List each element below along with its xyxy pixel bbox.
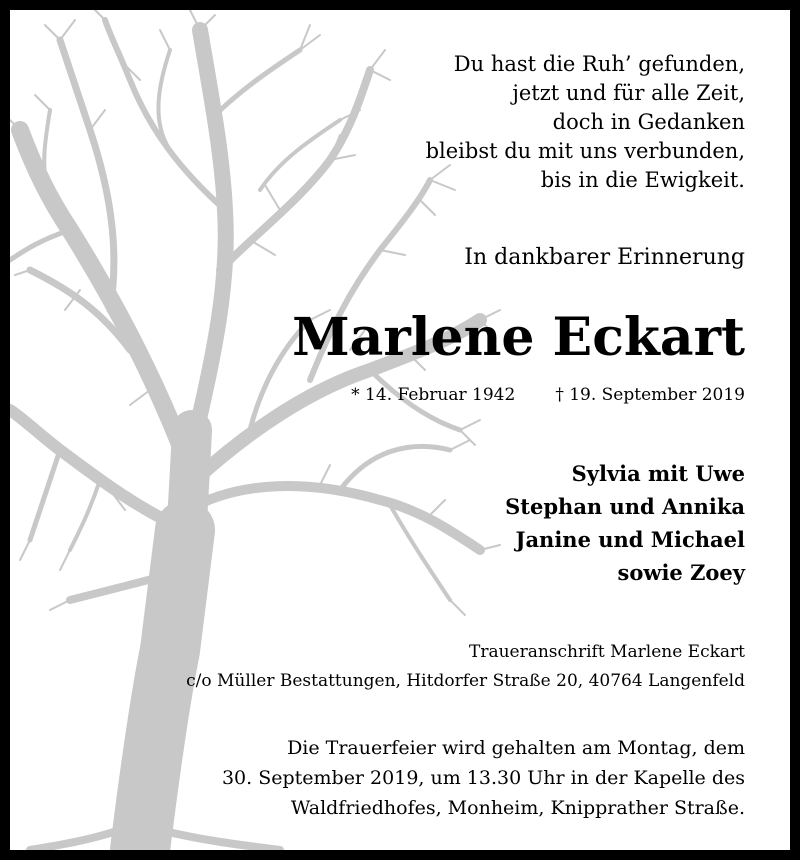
poem-line: Du hast die Ruh’ gefunden, (453, 52, 745, 76)
death-date: † 19. September 2019 (555, 385, 745, 405)
birth-date: * 14. Februar 1942 (351, 385, 516, 405)
family-line: sowie Zoey (617, 560, 745, 585)
family-line: Sylvia mit Uwe (571, 461, 745, 486)
poem (426, 50, 745, 195)
poem-line: jetzt und für alle Zeit, (512, 81, 745, 105)
family-line: Stephan und Annika (505, 494, 745, 519)
poem-line: doch in Gedanken (552, 110, 745, 134)
dates-spacer (515, 383, 555, 407)
address-line: Traueranschrift Marlene Eckart (468, 642, 745, 662)
poem-line: bleibst du mit uns verbunden, (425, 139, 745, 163)
memory-line: In dankbarer Erinnerung (464, 245, 745, 270)
ceremony-line: Waldfriedhofes, Monheim, Knipprather Straße. (290, 797, 745, 819)
family-list (505, 457, 745, 589)
family-line: Janine und Michael (515, 527, 745, 552)
poem-line: bis in die Ewigkeit. (540, 168, 745, 192)
life-dates (245, 383, 745, 407)
ceremony-line: Die Trauerfeier wird gehalten am Montag, dem (287, 737, 745, 759)
deceased-name: Marlene Eckart (292, 307, 745, 368)
funeral-ceremony-info (222, 733, 745, 823)
mourning-address (186, 638, 745, 696)
address-line: c/o Müller Bestattungen, Hitdorfer Straße 20, 40764 Langenfeld (186, 671, 745, 691)
ceremony-line: 30. September 2019, um 13.30 Uhr in der Kapelle des (221, 767, 745, 789)
